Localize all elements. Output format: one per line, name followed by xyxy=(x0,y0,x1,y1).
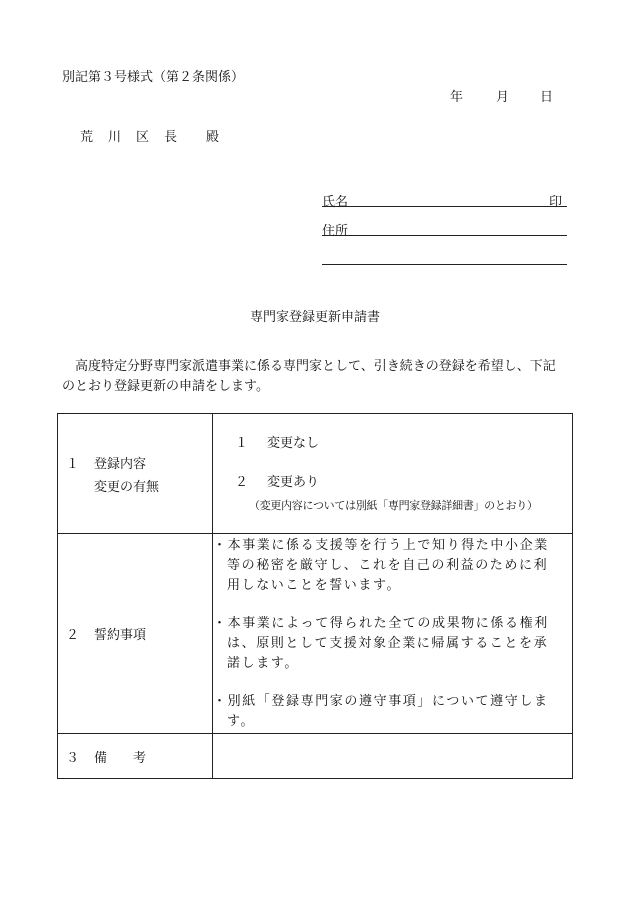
table-row-remarks xyxy=(58,734,573,779)
addressee: 荒 川 区 長 殿 xyxy=(80,130,221,145)
row2-label: 誓約事項 xyxy=(94,628,147,643)
date-year-label: 年 xyxy=(450,90,464,105)
row1-value-cell xyxy=(213,414,573,534)
option-no-change[interactable]: １ 変更なし xyxy=(235,435,320,451)
document-title: 専門家登録更新申請書 xyxy=(250,310,381,325)
row3-number: ３ xyxy=(66,750,80,766)
remarks-field[interactable] xyxy=(213,734,573,779)
date-month-label: 月 xyxy=(496,90,510,105)
table-row-pledge xyxy=(58,534,573,734)
date-day-label: 日 xyxy=(540,90,554,105)
pledge-items xyxy=(213,534,573,734)
name-label: 氏名 xyxy=(322,195,349,210)
change-note: （変更内容については別紙「専門家登録詳細書」のとおり） xyxy=(249,498,538,512)
name-field[interactable] xyxy=(322,206,567,207)
address-field[interactable] xyxy=(322,235,567,236)
table-row-change xyxy=(58,414,573,534)
row3-label: 備 考 xyxy=(94,750,147,766)
pledge-item: ・本事業に係る支援等を行う上で知り得た中小企業 等の秘密を厳守し、これを自己の利益のために利 用しないことを誓います。 xyxy=(213,537,549,593)
application-table xyxy=(57,413,573,779)
row1-number: １ xyxy=(66,456,80,472)
address-field-line2[interactable] xyxy=(322,264,567,265)
seal-label: 印 xyxy=(549,195,563,210)
form-number: 別記第３号様式（第２条関係） xyxy=(62,70,245,85)
pledge-item: ・本事業によって得られた全ての成果物に係る権利 は、原則として支援対象企業に帰属することを承 諾します。 xyxy=(213,615,549,671)
row1-label-line2: 変更の有無 xyxy=(94,479,160,495)
row2-number: ２ xyxy=(66,628,80,643)
address-label: 住所 xyxy=(322,224,349,239)
row1-label-cell xyxy=(58,414,213,534)
pledge-item: ・別紙「登録専門家の遵守事項」について遵守しま す。 xyxy=(213,693,549,729)
intro-line-1: 高度特定分野専門家派遣事業に係る専門家として、引き続きの登録を希望し、下記 xyxy=(62,359,556,374)
row1-label-line1: 登録内容 xyxy=(94,456,147,472)
intro-line-2: のとおり登録更新の申請をします。 xyxy=(62,379,269,394)
option-changed[interactable]: ２ 変更あり xyxy=(235,474,320,490)
row3-label-cell xyxy=(58,734,213,779)
row2-label-cell xyxy=(58,534,213,734)
